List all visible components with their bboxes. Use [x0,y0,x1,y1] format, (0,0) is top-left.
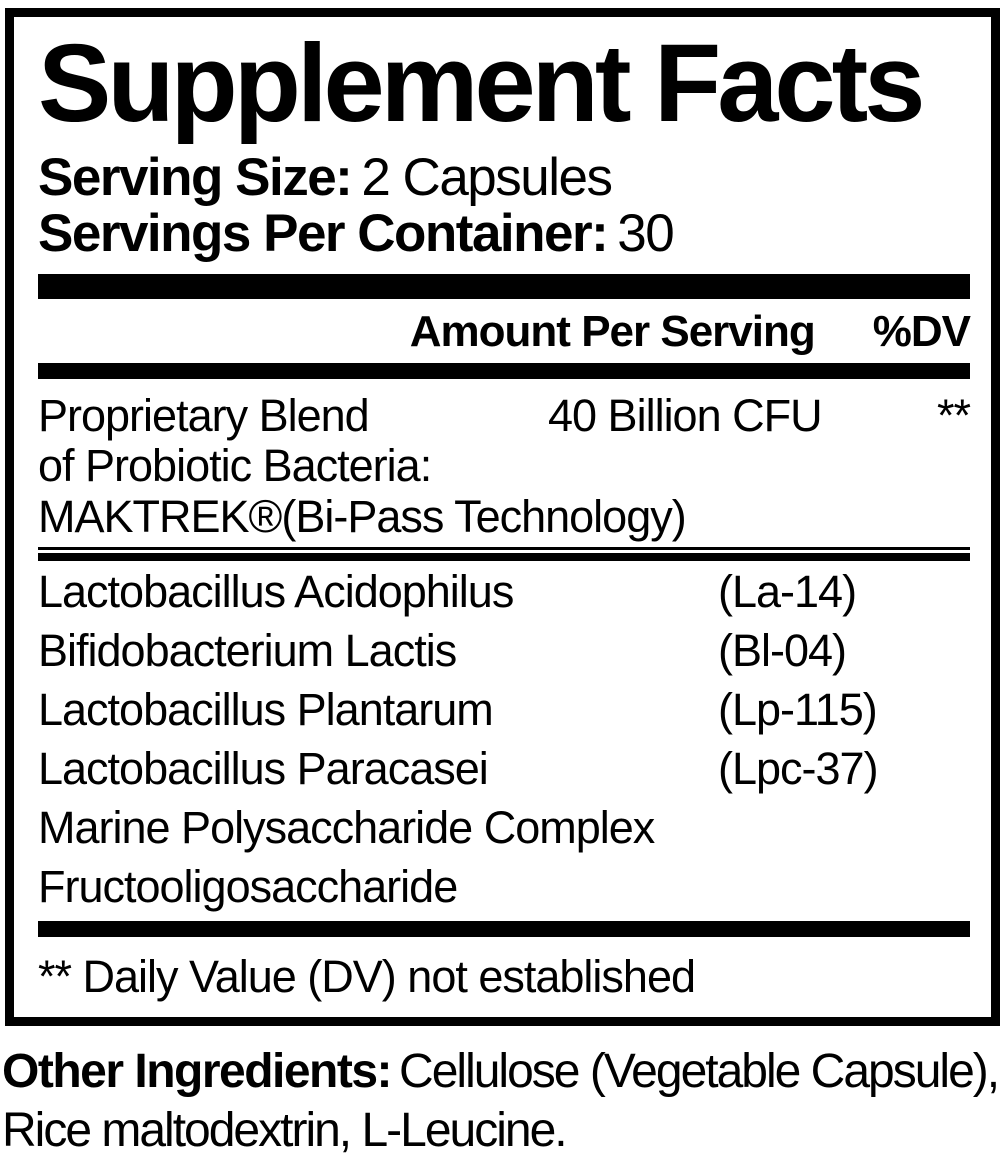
serving-size-label: Serving Size: [38,147,352,207]
ingredient-row [38,739,970,798]
ingredient-name: Marine Polysaccharide Complex [38,801,655,853]
registered-trademark-icon: ® [248,489,282,542]
percent-dv-header: %DV [872,306,970,356]
servings-per-container-label: Servings Per Container: [38,203,608,263]
serving-size-line [38,147,970,207]
ingredient-strain: (Lpc-37) [718,742,878,794]
servings-per-container-line [38,203,970,263]
panel-title: Supplement Facts [38,22,922,145]
other-ingredients-value: Cellulose (Vegetable Capsule), Rice maltodextrin, L-Leucine. [2,1045,999,1157]
blend-name-line1: Proprietary Blend [38,389,369,441]
column-header-row [38,299,970,363]
ingredient-name: Lactobacillus Paracasei [38,742,488,794]
divider-mid-bar [38,363,970,379]
ingredient-row [38,857,970,916]
blend-name-line2: of Probiotic Bacteria: [38,439,432,491]
ingredient-strain [718,798,970,857]
ingredient-strain: (Lp-115) [718,683,877,735]
blend-technology-name: (Bi-Pass Technology) [281,490,686,542]
proprietary-blend-row [38,391,970,441]
blend-name-line3 [38,491,970,542]
ingredient-strain [718,857,970,916]
ingredient-row [38,798,970,857]
ingredient-name: Fructooligosaccharide [38,860,458,912]
ingredient-strain: (Bl-04) [718,624,847,676]
divider-double-rule [38,547,970,561]
servings-per-container-value: 30 [617,203,674,263]
divider-footnote-bar [38,921,970,937]
divider-thick-bar [38,274,970,299]
ingredient-row [38,562,970,621]
other-ingredients-label: Other Ingredients: [2,1045,392,1098]
ingredient-name: Bifidobacterium Lactis [38,624,457,676]
ingredient-list [38,562,970,916]
proprietary-blend-block [38,379,970,542]
ingredient-strain: (La-14) [718,565,857,617]
blend-brand-name: MAKTREK [38,490,249,542]
daily-value-footnote: ** Daily Value (DV) not established [38,950,696,1002]
ingredient-row [38,680,970,739]
ingredient-name: Lactobacillus Acidophilus [38,565,514,617]
amount-per-serving-header: Amount Per Serving [409,306,815,356]
supplement-facts-panel [5,8,1000,1026]
ingredient-name: Lactobacillus Plantarum [38,683,493,735]
other-ingredients-section [2,1042,1000,1160]
blend-amount: 40 Billion CFU [548,389,822,441]
blend-dv-asterisks: ** [936,389,970,441]
ingredient-row [38,621,970,680]
serving-size-value: 2 Capsules [361,147,612,207]
